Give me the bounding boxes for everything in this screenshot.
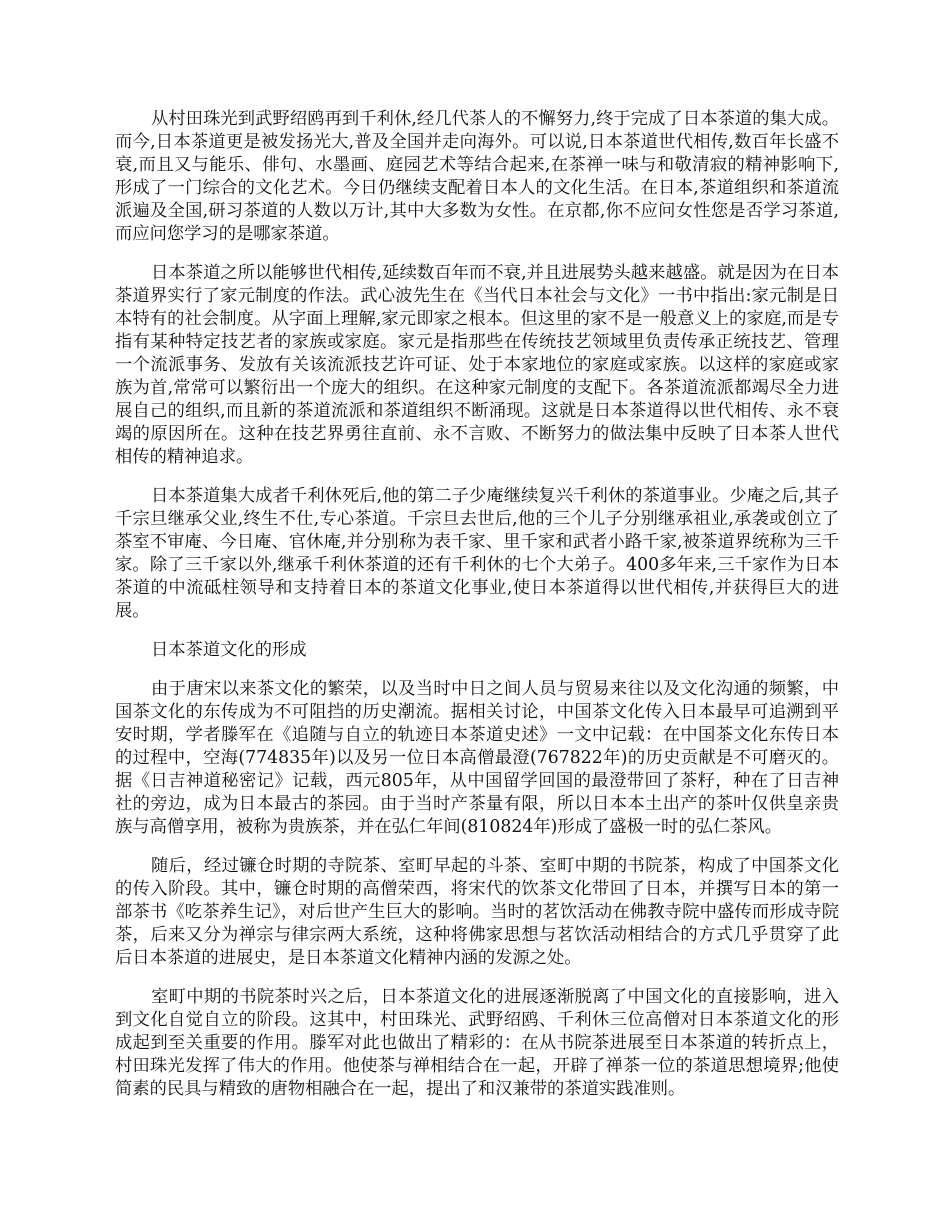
paragraph-2: 日本茶道之所以能够世代相传,延续数百年而不衰,并且进展势头越来越盛。就是因为在日本茶道界实行了家元制度的作法。武心波先生在《当代日本社会与文化》一书中指出:家元制是日本特有的社会制度。从字面上理解,家元即家之根本。但这里的家不是一般意义上的家庭,而是专指有某种特定技艺者的家族或家庭。家元是指那些在传统技艺领域里负责传承正统技艺、管理一个流派事务、发放有关该流派技艺许可证、处于本家地位的家庭或家族。以这样的家庭或家族为首,常常可以繁衍出一个庞大的组织。在这种家元制度的支配下。各茶道流派都竭尽全力进展自己的组织,而且新的茶道流派和茶道组织不断涌现。这就是日本茶道得以世代相传、永不衰竭的原因所在。这种在技艺界勇往直前、永不言败、不断努力的做法集中反映了日本茶人世代相传的精神追求。 <box>115 263 839 467</box>
paragraph-1: 从村田珠光到武野绍鸥再到千利休,经几代茶人的不懈努力,终于完成了日本茶道的集大成。而今,日本茶道更是被发扬光大,普及全国并走向海外。可以说,日本茶道世代相传,数百年长盛不衰,而且又与能乐、俳句、水墨画、庭园艺术等结合起来,在茶禅一味与和敬清寂的精神影响下,形成了一门综合的文化艺术。今日仍继续支配着日本人的文化生活。在日本,茶道组织和茶道流派遍及全国,研习茶道的人数以万计,其中大多数为女性。在京都,你不应问女性您是否学习茶道,而应问您学习的是哪家茶道。 <box>115 109 839 244</box>
paragraph-6: 室町中期的书院茶时兴之后，日本茶道文化的进展逐渐脱离了中国文化的直接影响，进入到文化自觉自立的阶段。这其中，村田珠光、武野绍鸥、千利休三位高僧对日本茶道文化的形成起到至关重要的作用。滕军对此也做出了精彩的：在从书院茶进展至日本茶道的转折点上，村田珠光发挥了伟大的作用。他使茶与禅相结合在一起，开辟了禅茶一位的茶道思想境界;他使简素的民具与精致的唐物相融合在一起，提出了和汉兼带的茶道实践准则。 <box>115 987 839 1099</box>
paragraph-3: 日本茶道集大成者千利休死后,他的第二子少庵继续复兴千利休的茶道事业。少庵之后,其子千宗旦继承父业,终生不仕,专心茶道。千宗旦去世后,他的三个儿子分别继承祖业,承袭或创立了茶室不审庵、今日庵、官休庵,并分别称为表千家、里千家和武者小路千家,被茶道界统称为三千家。除了三千家以外,继承千利休茶道的还有千利休的七个大弟子。400多年来,三千家作为日本茶道的中流砥柱领导和支持着日本的茶道文化事业,使日本茶道得以世代相传,并获得巨大的进展。 <box>115 486 839 621</box>
paragraph-5: 随后，经过镰仓时期的寺院茶、室町早起的斗茶、室町中期的书院茶，构成了中国茶文化的传入阶段。其中，镰仓时期的高僧荣西，将宋代的饮茶文化带回了日本，并撰写日本的第一部茶书《吃茶养生记》，对后世产生巨大的影响。当时的茗饮活动在佛教寺院中盛传而形成寺院茶，后来又分为禅宗与律宗两大系统，这种将佛家思想与茗饮活动相结合的方式几乎贯穿了此后日本茶道的进展史，是日本茶道文化精神内涵的发源之处。 <box>115 856 839 968</box>
paragraph-4: 由于唐宋以来茶文化的繁荣，以及当时中日之间人员与贸易来往以及文化沟通的频繁，中国茶文化的东传成为不可阻挡的历史潮流。据相关讨论，中国茶文化传入日本最早可追溯到平安时期，学者滕军在《追随与自立的轨迹日本茶道史述》一文中记载：在中国茶文化东传日本的过程中，空海(774835年)以及另一位日本高僧最澄(767822年)的历史贡献是不可磨灭的。据《日吉神道秘密记》记载，西元805年，从中国留学回国的最澄带回了茶籽，种在了日吉神社的旁边，成为日本最古的茶园。由于当时产茶量有限，所以日本本土出产的茶叶仅供皇亲贵族与高僧享用，被称为贵族茶，并在弘仁年间(810824年)形成了盛极一时的弘仁茶风。 <box>115 679 839 837</box>
document-body <box>115 108 839 1117</box>
section-heading: 日本茶道文化的形成 <box>151 640 307 660</box>
